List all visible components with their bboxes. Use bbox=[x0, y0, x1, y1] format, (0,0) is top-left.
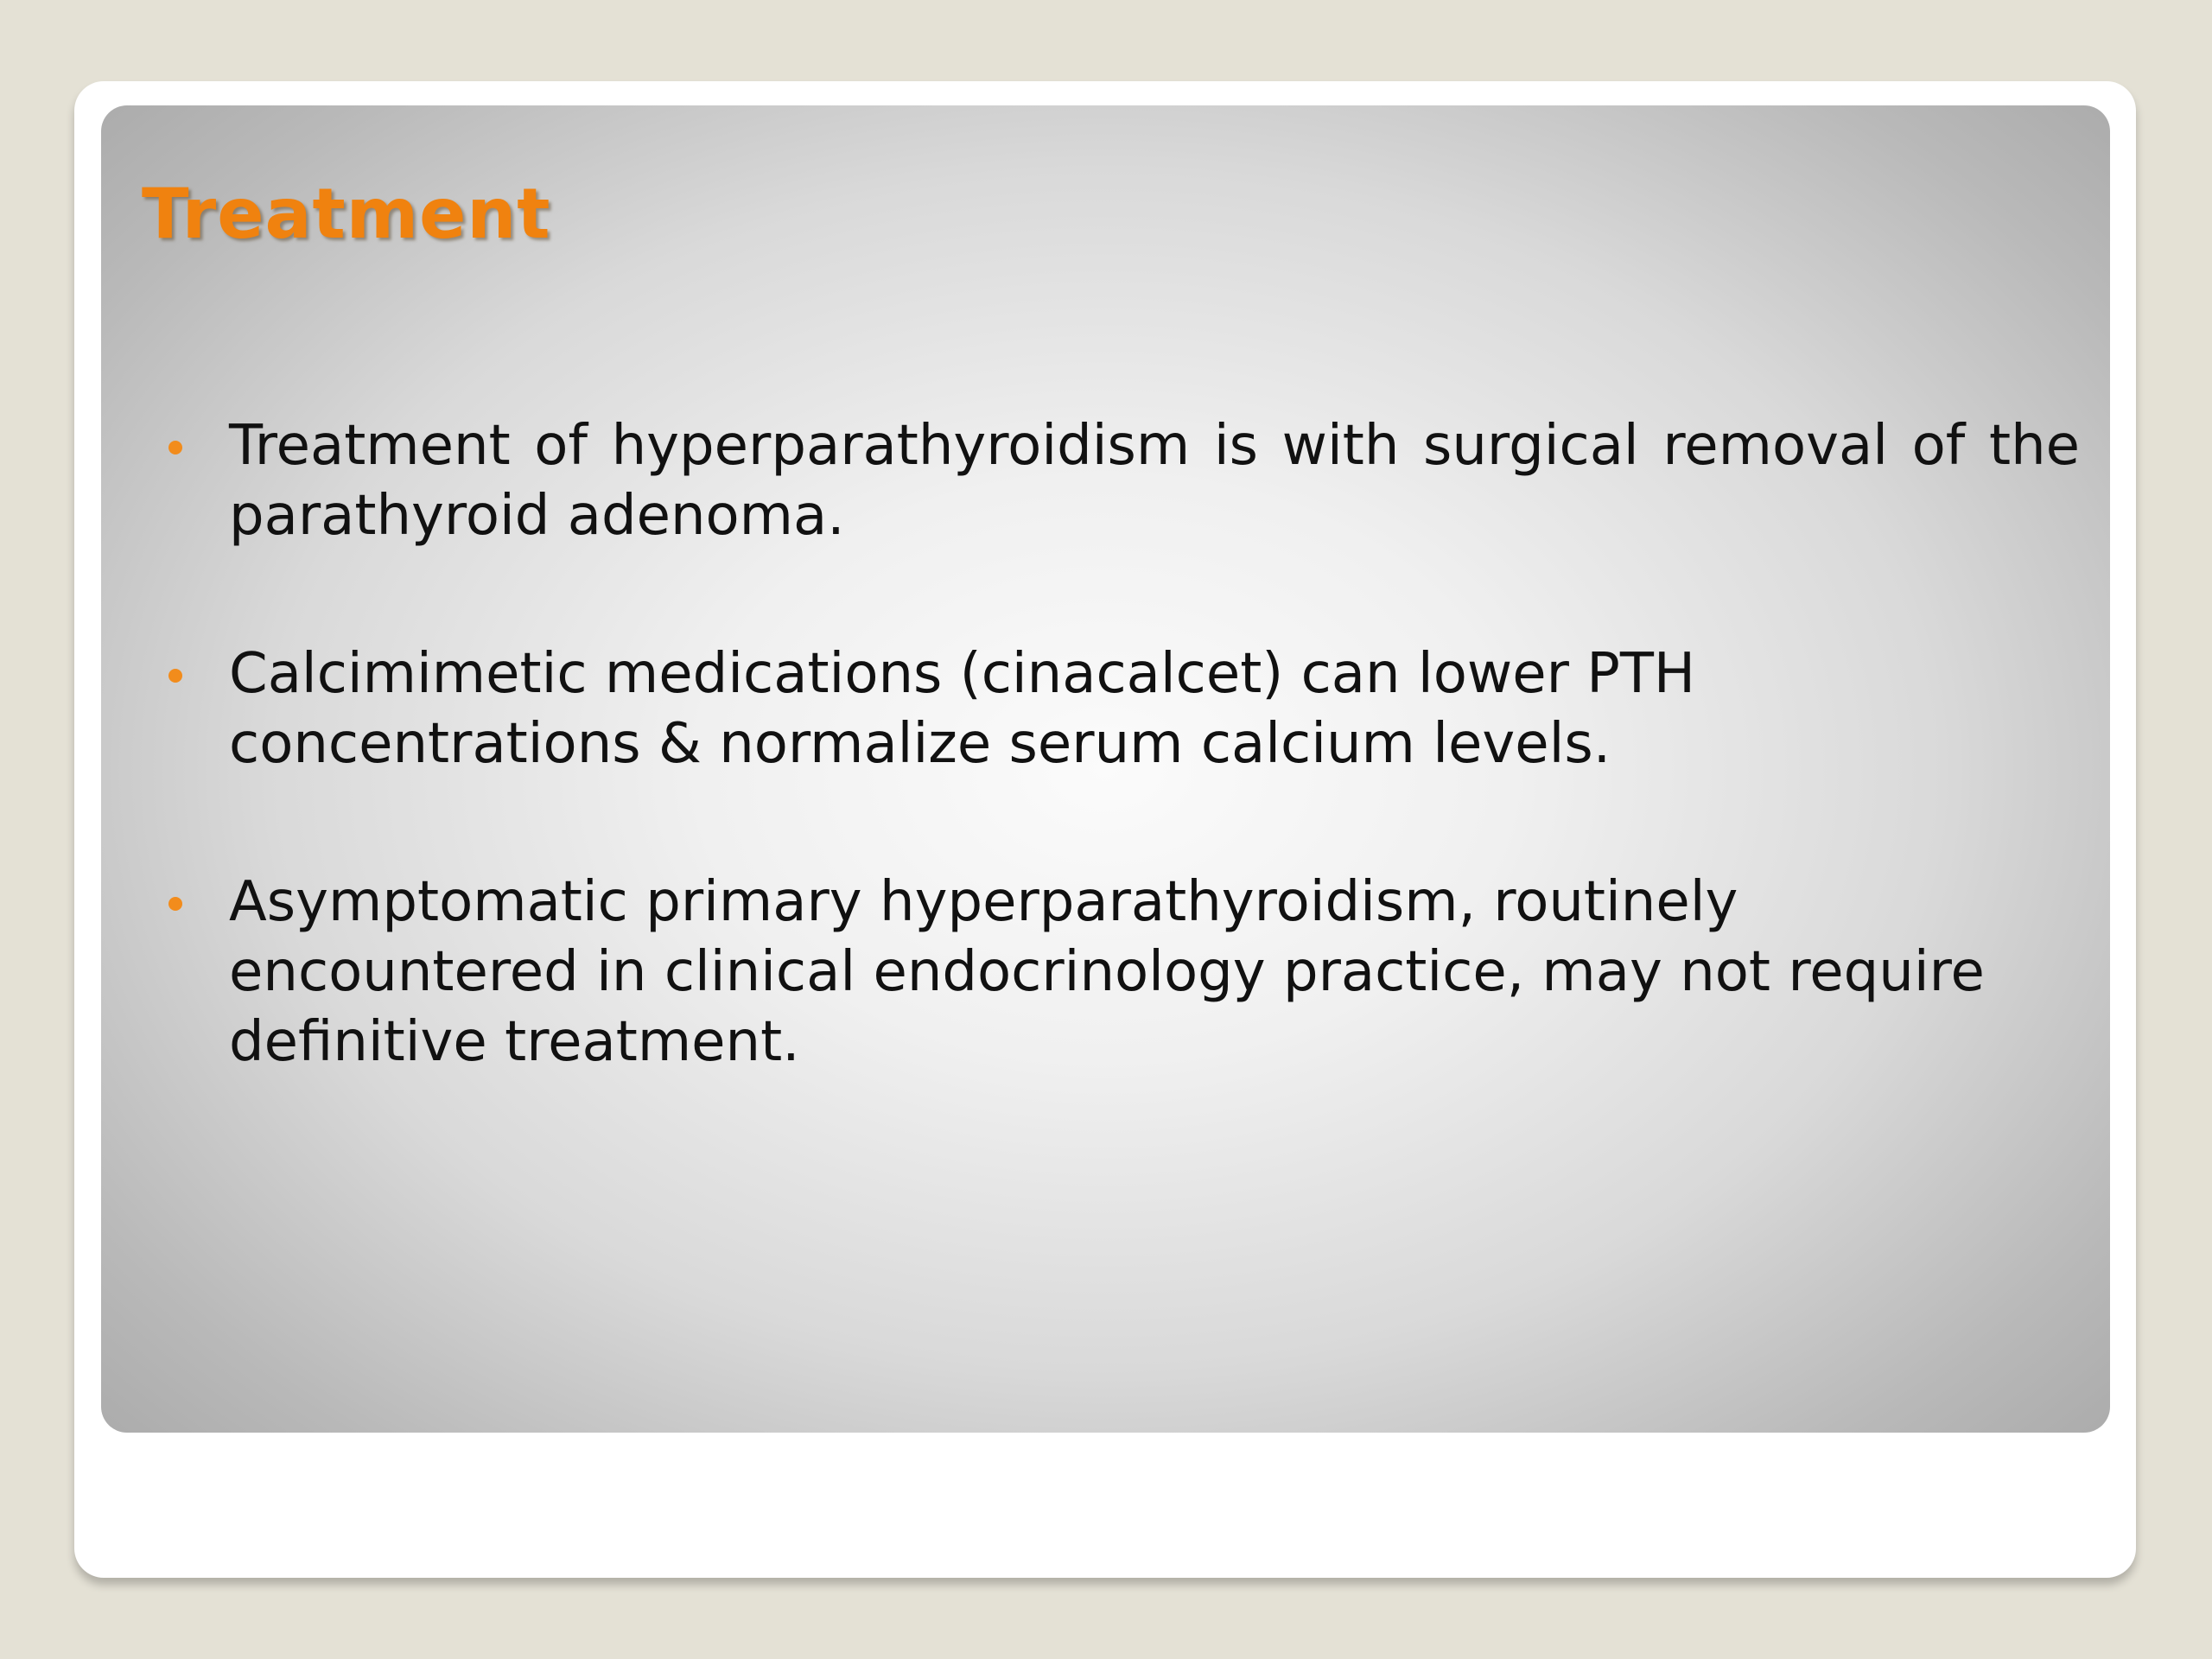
bullet-item-calcimimetic-medications bbox=[153, 639, 2080, 779]
bullet-list bbox=[153, 411, 2080, 1077]
bullet-item-surgical-treatment bbox=[153, 411, 2080, 551]
slide-content-panel bbox=[101, 105, 2110, 1433]
bullet-text: Asymptomatic primary hyperparathyroidism, routinely encountered in clinical endocrinology practice, may not require definitive treatment. bbox=[229, 870, 1985, 1074]
slide-title: Treatment bbox=[142, 174, 551, 254]
bullet-dot-icon bbox=[168, 669, 182, 683]
slide-card bbox=[74, 81, 2136, 1578]
bullet-text: Calcimimetic medications (cinacalcet) can lower PTH concentrations & normalize serum calcium levels. bbox=[229, 642, 1696, 776]
bullet-item-asymptomatic-hyperparathyroidism bbox=[153, 868, 2080, 1077]
bullet-dot-icon bbox=[168, 441, 182, 454]
bullet-dot-icon bbox=[168, 897, 182, 911]
bullet-text: Treatment of hyperparathyroidism is with surgical removal of the parathyroid adenoma. bbox=[229, 414, 2080, 548]
